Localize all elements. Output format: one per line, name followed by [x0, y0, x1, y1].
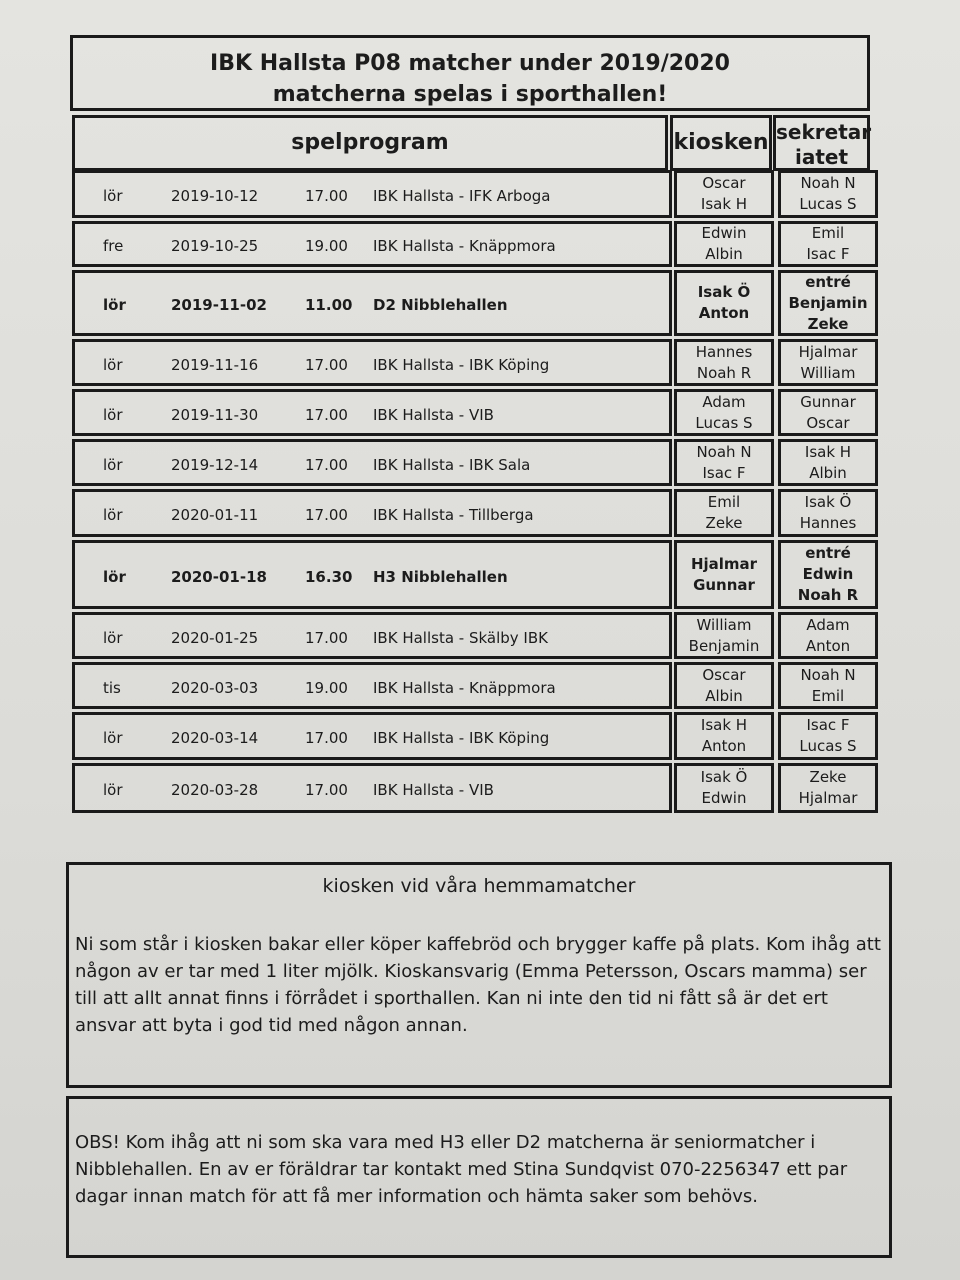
secretariat-cell: [778, 763, 878, 813]
kiosk-name: Isak H: [700, 716, 748, 734]
kiosk-name: Anton: [701, 737, 747, 755]
secretariat-cell: [778, 339, 878, 386]
secretariat-name: Edwin: [802, 565, 854, 583]
match-date: 2020-01-25: [171, 628, 259, 647]
secretariat-cell: [778, 439, 878, 486]
kiosk-name: Hannes: [695, 342, 753, 361]
kiosk-name: William: [696, 615, 752, 634]
match-cell: [72, 221, 672, 267]
match-cell: [72, 170, 672, 218]
match-time: 17.00: [305, 506, 348, 524]
secretariat-cell: [778, 489, 878, 537]
match-day: tis: [103, 678, 121, 697]
match-match: H3 Nibblehallen: [373, 567, 508, 586]
match-match: D2 Nibblehallen: [373, 296, 508, 314]
match-match: IBK Hallsta - VIB: [373, 405, 494, 424]
match-day: lör: [103, 729, 123, 747]
secretariat-cell: [778, 612, 878, 659]
kiosk-name: Zeke: [705, 514, 743, 532]
secretariat-name: Zeke: [809, 768, 847, 786]
table-row: [0, 389, 960, 436]
table-row: [0, 439, 960, 486]
match-time: 16.30: [305, 567, 353, 586]
kiosk-name: Edwin: [701, 789, 747, 807]
title-line-2: matcherna spelas i sporthallen!: [272, 82, 668, 107]
kiosk-info-text: Ni som står i kiosken bakar eller köper kaffebröd och brygger kaffe på plats. Kom ihåg att någon av er tar med 1 liter mjölk. Kioskansvarig (Emma Petersson, Oscars mamma) ser till att allt annat finns i förrådet i sporthallen. Kan ni inte den tid ni fått så är det ert ansvar att byta i god tid med någon annan.: [75, 934, 881, 1036]
match-match: IBK Hallsta - IBK Sala: [373, 455, 531, 474]
match-cell: [72, 662, 672, 709]
match-cell: [72, 540, 672, 609]
match-day: lör: [103, 781, 123, 799]
match-time: 19.00: [305, 237, 348, 255]
kiosk-name: Noah N: [696, 442, 752, 461]
kiosk-name: Adam: [702, 392, 746, 411]
match-day: lör: [103, 506, 123, 524]
header-secretariat-line-2: iatet: [794, 145, 849, 169]
kiosk-name: Albin: [705, 686, 743, 705]
secretariat-name: Isac F: [806, 245, 850, 263]
match-date: 2019-12-14: [171, 455, 259, 474]
secretariat-name: Noah R: [797, 586, 859, 604]
match-cell: [72, 270, 672, 336]
match-time: 17.00: [305, 729, 348, 747]
secretariat-cell: [778, 221, 878, 267]
secretariat-name: Emil: [811, 224, 845, 242]
match-date: 2019-10-25: [171, 237, 259, 255]
secretariat-name: Isac F: [806, 716, 850, 734]
match-cell: [72, 763, 672, 813]
kiosk-name: Noah R: [696, 363, 752, 382]
kiosk-name: Lucas S: [695, 413, 753, 432]
kiosk-cell: [674, 270, 774, 336]
kiosk-name: Gunnar: [693, 575, 755, 594]
kiosk-cell: [674, 612, 774, 659]
secretariat-name: Albin: [809, 463, 847, 482]
secretariat-cell: [778, 389, 878, 436]
match-cell: [72, 439, 672, 486]
match-cell: [72, 712, 672, 760]
secretariat-name: Isak Ö: [804, 493, 852, 511]
match-time: 17.00: [305, 455, 348, 474]
secretariat-cell: [778, 712, 878, 760]
header-secretariat-line-1: sekretar: [776, 120, 872, 144]
match-match: IBK Hallsta - Knäppmora: [373, 678, 556, 697]
match-time: 17.00: [305, 781, 348, 799]
match-match: IBK Hallsta - Knäppmora: [373, 237, 556, 255]
match-date: 2019-11-02: [171, 296, 267, 314]
secretariat-name: Hjalmar: [798, 342, 858, 361]
obs-info-box: [66, 1096, 892, 1258]
secretariat-name: Gunnar: [800, 392, 856, 411]
match-day: lör: [103, 628, 123, 647]
table-row: [0, 712, 960, 760]
title-line-1: IBK Hallsta P08 matcher under 2019/2020: [210, 51, 730, 76]
kiosk-name: Benjamin: [688, 636, 760, 655]
match-match: IBK Hallsta - Tillberga: [373, 506, 534, 524]
secretariat-name: Noah N: [800, 174, 856, 192]
match-date: 2019-10-12: [171, 187, 259, 205]
table-row: [0, 170, 960, 218]
match-cell: [72, 389, 672, 436]
match-date: 2019-11-16: [171, 355, 259, 374]
match-time: 17.00: [305, 355, 348, 374]
secretariat-name: Emil: [811, 686, 845, 705]
match-match: IBK Hallsta - Skälby IBK: [373, 628, 548, 647]
match-time: 19.00: [305, 678, 348, 697]
match-day: lör: [103, 405, 123, 424]
table-row: [0, 489, 960, 537]
kiosk-cell: [674, 439, 774, 486]
secretariat-name: Benjamin: [788, 293, 868, 312]
secretariat-name: Anton: [805, 636, 851, 655]
match-day: fre: [103, 237, 124, 255]
kiosk-name: Isak H: [700, 195, 748, 213]
secretariat-cell: [778, 540, 878, 609]
table-row: [0, 270, 960, 336]
match-date: 2020-03-28: [171, 781, 259, 799]
kiosk-cell: [674, 540, 774, 609]
obs-info-text: OBS! Kom ihåg att ni som ska vara med H3 eller D2 matcherna är seniormatcher i Nibblehallen. En av er föräldrar tar kontakt med Stina Sundqvist 070-2256347 ett par dagar innan match för att få mer information och hämta saker som behövs.: [75, 1132, 848, 1207]
kiosk-cell: [674, 389, 774, 436]
match-day: lör: [103, 355, 123, 374]
kiosk-name: Anton: [698, 304, 750, 322]
match-time: 17.00: [305, 405, 348, 424]
table-row: [0, 221, 960, 267]
header-program: spelprogram: [72, 115, 668, 171]
match-date: 2020-01-11: [171, 506, 259, 524]
match-time: 17.00: [305, 628, 348, 647]
match-date: 2020-01-18: [171, 567, 267, 586]
match-cell: [72, 489, 672, 537]
kiosk-cell: [674, 221, 774, 267]
secretariat-name: Isak H: [804, 442, 852, 461]
table-row: [0, 339, 960, 386]
kiosk-name: Isak Ö: [700, 768, 748, 786]
table-row: [0, 662, 960, 709]
kiosk-name: Isak Ö: [697, 283, 751, 301]
secretariat-name: William: [800, 363, 856, 382]
kiosk-name: Edwin: [701, 224, 747, 242]
kiosk-cell: [674, 662, 774, 709]
secretariat-name: Adam: [806, 615, 850, 634]
secretariat-name: Oscar: [806, 413, 850, 432]
match-date: 2020-03-14: [171, 729, 259, 747]
match-match: IBK Hallsta - IFK Arboga: [373, 187, 551, 205]
secretariat-name: Noah N: [800, 665, 856, 684]
kiosk-name: Hjalmar: [690, 554, 758, 573]
match-cell: [72, 339, 672, 386]
match-match: IBK Hallsta - IBK Köping: [373, 355, 550, 374]
kiosk-cell: [674, 489, 774, 537]
kiosk-name: Oscar: [702, 174, 746, 192]
table-row: [0, 612, 960, 659]
kiosk-name: Emil: [707, 493, 741, 511]
header-kiosk: kiosken: [670, 115, 772, 171]
secretariat-name: Lucas S: [799, 737, 857, 755]
secretariat-name: entré: [805, 272, 851, 291]
kiosk-name: Oscar: [702, 665, 746, 684]
secretariat-cell: [778, 662, 878, 709]
match-cell: [72, 612, 672, 659]
kiosk-cell: [674, 712, 774, 760]
kiosk-cell: [674, 339, 774, 386]
secretariat-name: Zeke: [807, 314, 849, 333]
secretariat-cell: [778, 270, 878, 336]
secretariat-name: Hannes: [799, 514, 857, 532]
match-day: lör: [103, 187, 123, 205]
match-date: 2020-03-03: [171, 678, 259, 697]
match-date: 2019-11-30: [171, 405, 259, 424]
schedule-title: [70, 35, 870, 111]
match-time: 11.00: [305, 296, 353, 314]
kiosk-cell: [674, 170, 774, 218]
match-match: IBK Hallsta - IBK Köping: [373, 729, 550, 747]
match-day: lör: [103, 567, 126, 586]
match-match: IBK Hallsta - VIB: [373, 781, 494, 799]
kiosk-info-box: [66, 862, 892, 1088]
match-day: lör: [103, 455, 123, 474]
secretariat-name: Lucas S: [799, 195, 857, 213]
table-row: [0, 763, 960, 813]
secretariat-name: entré: [805, 544, 851, 562]
kiosk-info-title: kiosken vid våra hemmamatcher: [322, 875, 636, 897]
kiosk-name: Albin: [705, 245, 743, 263]
kiosk-cell: [674, 763, 774, 813]
secretariat-name: Hjalmar: [798, 789, 858, 807]
secretariat-cell: [778, 170, 878, 218]
match-day: lör: [103, 296, 126, 314]
kiosk-name: Isac F: [702, 463, 746, 482]
table-row: [0, 540, 960, 609]
match-time: 17.00: [305, 187, 348, 205]
header-secretariat: [773, 115, 870, 171]
